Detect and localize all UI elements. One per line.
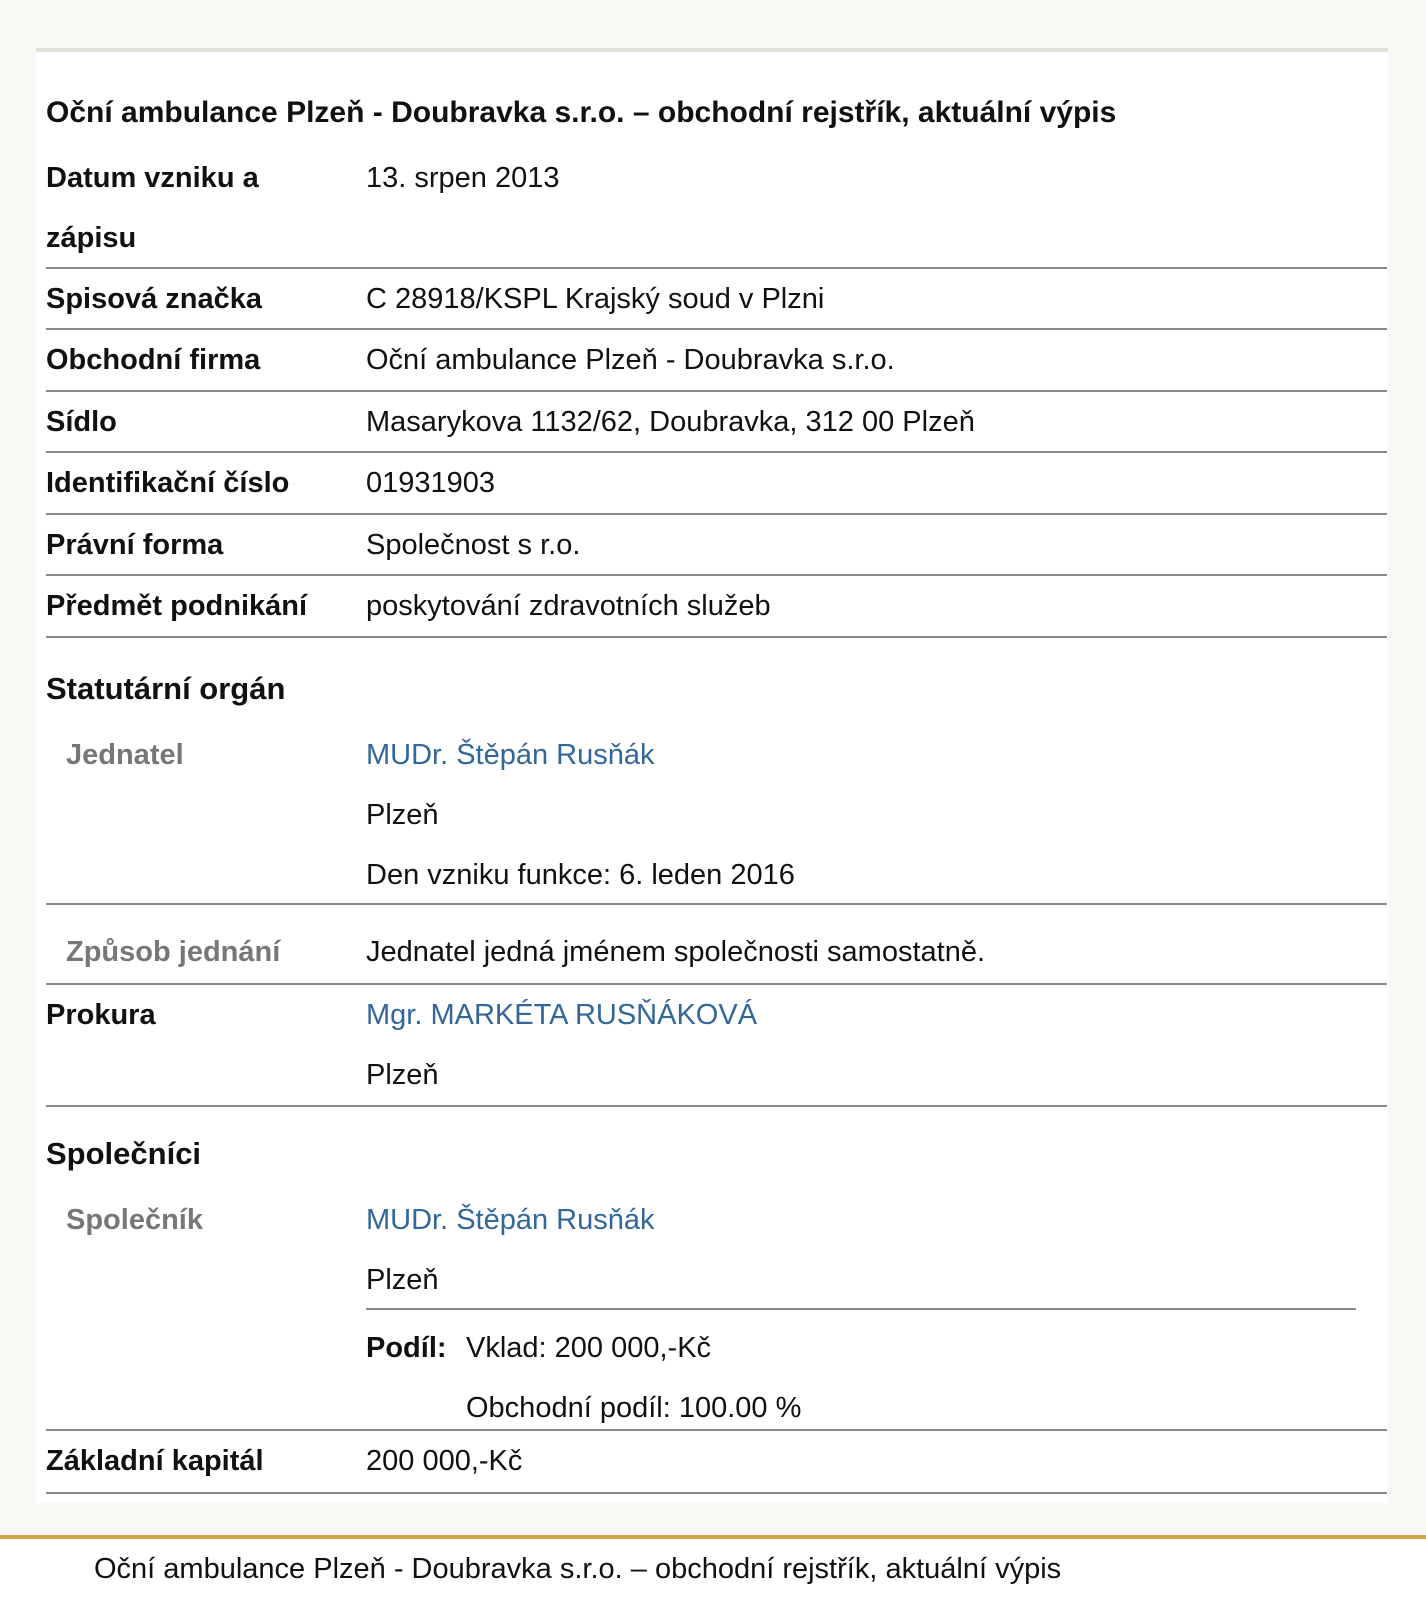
row-pravni-forma [46, 515, 1387, 576]
label-spisova-znacka: Spisová značka [46, 283, 262, 315]
link-jednatel-name[interactable]: MUDr. Štěpán Rusňák [366, 739, 655, 771]
spolecnik-city: Plzeň [366, 1264, 439, 1296]
row-predmet-podnikani [46, 576, 1387, 638]
section-spolecnici: Společníci [46, 1136, 202, 1171]
value-spisova-znacka: C 28918/KSPL Krajský soud v Plzni [366, 283, 825, 315]
label-ico: Identifikační číslo [46, 467, 290, 499]
spolecnik-podil [366, 1308, 1356, 1432]
label-obchodni-firma: Obchodní firma [46, 344, 261, 376]
row-jednatel [46, 725, 1387, 905]
row-sidlo [46, 392, 1387, 453]
podil-values [466, 1318, 801, 1438]
value-zpusob-jednani: Jednatel jedná jménem společnosti samostatně. [366, 936, 986, 968]
value-obchodni-firma: Oční ambulance Plzeň - Doubravka s.r.o. [366, 344, 895, 376]
podil-label: Podíl: [366, 1332, 447, 1364]
section-statutarni-organ: Statutární orgán [46, 671, 286, 706]
label-zpusob-jednani: Způsob jednání [66, 936, 281, 968]
value-prokura [366, 985, 1387, 1105]
label-predmet-podnikani: Předmět podnikání [46, 590, 308, 622]
label-datum-line2: zápisu [46, 222, 137, 254]
label-datum-vzniku [46, 148, 346, 268]
jednatel-city: Plzeň [366, 799, 439, 831]
value-ico: 01931903 [366, 467, 496, 499]
value-pravni-forma: Společnost s r.o. [366, 529, 581, 561]
label-datum-line1: Datum vzniku a [46, 162, 259, 194]
link-spolecnik-name[interactable]: MUDr. Štěpán Rusňák [366, 1204, 655, 1236]
label-jednatel: Jednatel [66, 739, 184, 771]
prokura-city: Plzeň [366, 1059, 439, 1091]
page-title: Oční ambulance Plzeň - Doubravka s.r.o. – obchodní rejstřík, aktuální výpis [46, 96, 1117, 129]
row-spisova-znacka [46, 269, 1387, 330]
row-zpusob-jednani [46, 922, 1387, 985]
row-zakladni-kapital [46, 1431, 1387, 1494]
podil-vklad: Vklad: 200 000,-Kč [466, 1332, 712, 1364]
link-prokura-name[interactable]: Mgr. MARKÉTA RUSŇÁKOVÁ [366, 999, 758, 1031]
jednatel-den-vzniku-funkce: Den vzniku funkce: 6. leden 2016 [366, 859, 795, 891]
value-jednatel [366, 725, 1387, 905]
label-spolecnik: Společník [66, 1204, 203, 1236]
value-zakladni-kapital: 200 000,-Kč [366, 1445, 523, 1477]
value-predmet-podnikani: poskytování zdravotních služeb [366, 590, 771, 622]
footer-title: Oční ambulance Plzeň - Doubravka s.r.o. – obchodní rejstřík, aktuální výpis [94, 1553, 1062, 1585]
footer [0, 1535, 1426, 1608]
row-spolecnik [46, 1190, 1387, 1431]
label-pravni-forma: Právní forma [46, 529, 224, 561]
row-datum-vzniku [46, 148, 1387, 269]
label-sidlo: Sídlo [46, 406, 117, 438]
value-datum-vzniku: 13. srpen 2013 [366, 162, 560, 194]
row-prokura [46, 985, 1387, 1107]
row-ico [46, 453, 1387, 515]
label-zakladni-kapital: Základní kapitál [46, 1445, 264, 1477]
label-prokura: Prokura [46, 999, 156, 1031]
value-spolecnik [366, 1190, 1387, 1310]
value-sidlo: Masarykova 1132/62, Doubravka, 312 00 Plzeň [366, 406, 975, 438]
row-obchodni-firma [46, 330, 1387, 392]
podil-obchodni-podil: Obchodní podíl: 100.00 % [466, 1392, 802, 1424]
